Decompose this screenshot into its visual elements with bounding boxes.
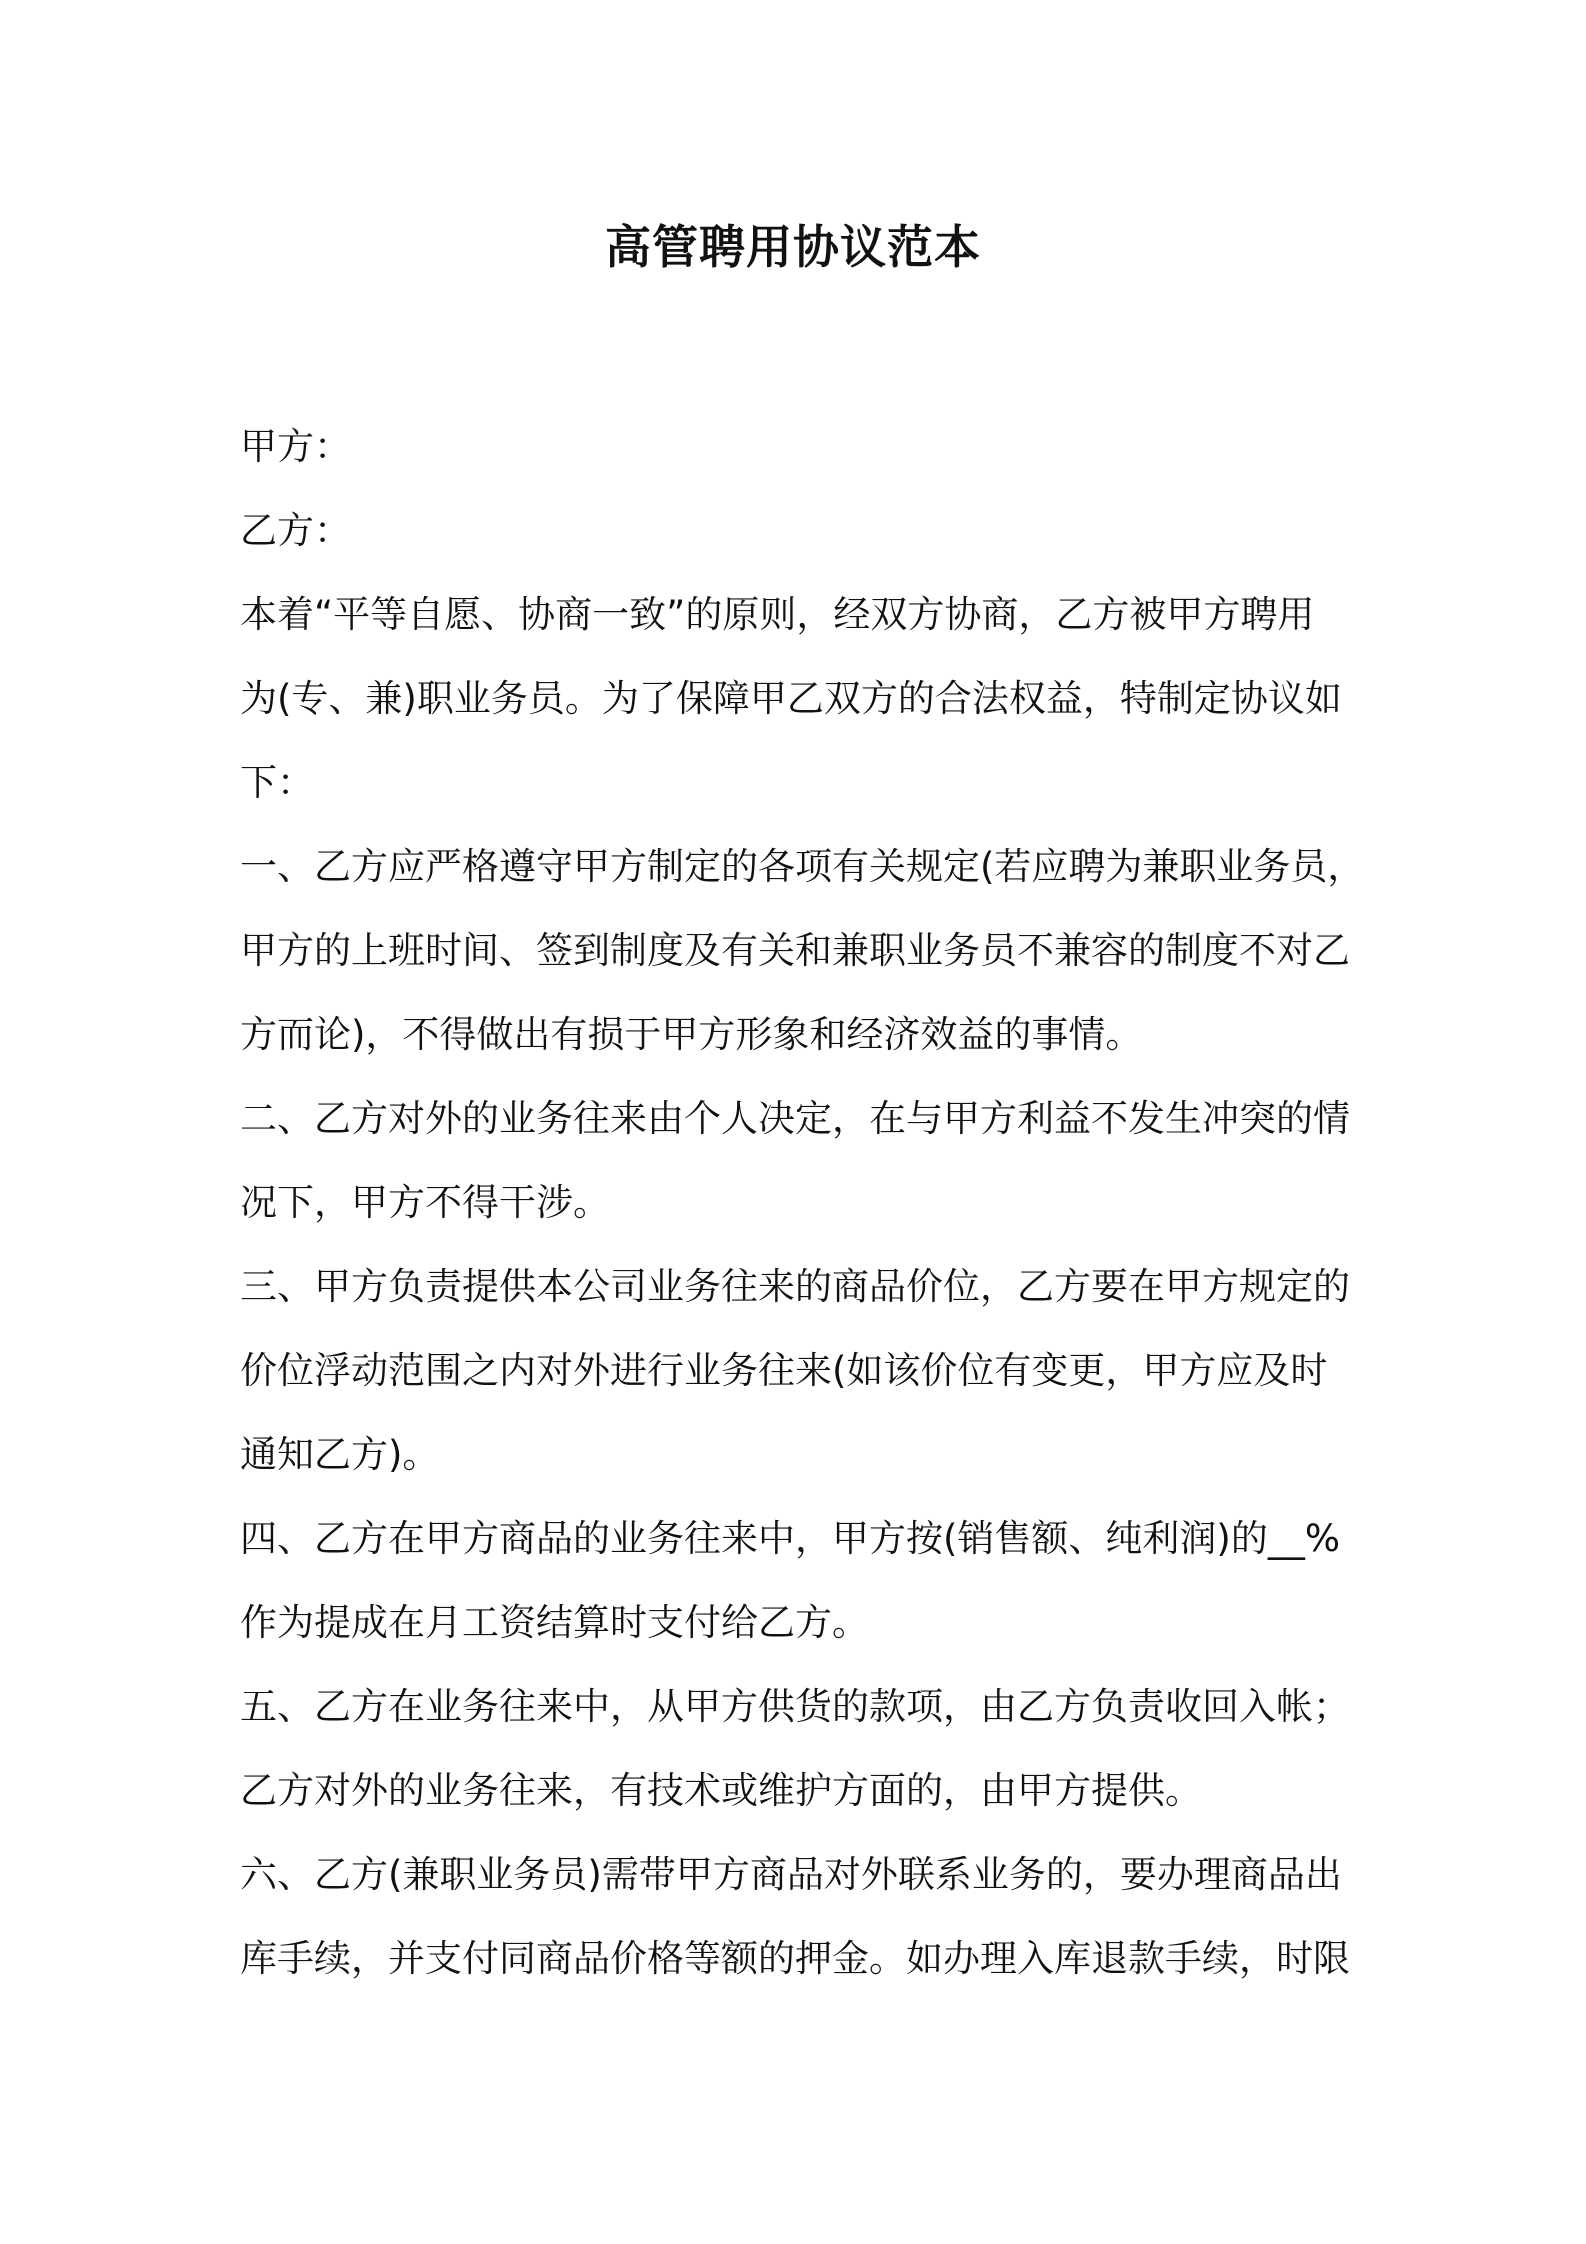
document-body [240,405,1365,2001]
clause-4-line-1: 四、乙方在甲方商品的业务往来中，甲方按(销售额、纯利润)的__% [240,1517,1341,1560]
clause-3-line-1: 三、甲方负责提供本公司业务往来的商品价位，乙方要在甲方规定的 [240,1265,1350,1308]
document-title: 高管聘用协议范本 [605,220,981,274]
clause-1-line-3: 方而论)，不得做出有损于甲方形象和经济效益的事情。 [240,1013,1143,1056]
clause-1-line-2: 甲方的上班时间、签到制度及有关和兼职业务员不兼容的制度不对乙 [240,929,1350,972]
clause-6-line-1: 六、乙方(兼职业务员)需带甲方商品对外联系业务的，要办理商品出 [240,1853,1342,1896]
clause-1-line-1: 一、乙方应严格遵守甲方制定的各项有关规定(若应聘为兼职业务员， [240,845,1365,888]
clause-4-line-2: 作为提成在月工资结算时支付给乙方。 [240,1601,869,1644]
clause-2-line-2: 况下，甲方不得干涉。 [240,1181,610,1224]
clause-3-line-2: 价位浮动范围之内对外进行业务往来(如该价位有变更，甲方应及时 [240,1349,1328,1392]
intro-line-3: 下： [240,761,314,804]
intro-line-1: 本着“平等自愿、协商一致”的原则，经双方协商，乙方被甲方聘用 [240,593,1315,636]
party-b-line: 乙方： [240,509,351,552]
party-a-line: 甲方： [240,425,351,468]
clause-6-line-2: 库手续，并支付同商品价格等额的押金。如办理入库退款手续，时限 [240,1937,1350,1980]
clause-3-line-3: 通知乙方)。 [240,1433,440,1476]
clause-5-line-1: 五、乙方在业务往来中，从甲方供货的款项，由乙方负责收回入帐； [240,1685,1350,1728]
clause-5-line-2: 乙方对外的业务往来，有技术或维护方面的，由甲方提供。 [240,1769,1202,1812]
intro-line-2: 为(专、兼)职业务员。为了保障甲乙双方的合法权益，特制定协议如 [240,677,1342,720]
clause-2-line-1: 二、乙方对外的业务往来由个人决定，在与甲方利益不发生冲突的情 [240,1097,1350,1140]
